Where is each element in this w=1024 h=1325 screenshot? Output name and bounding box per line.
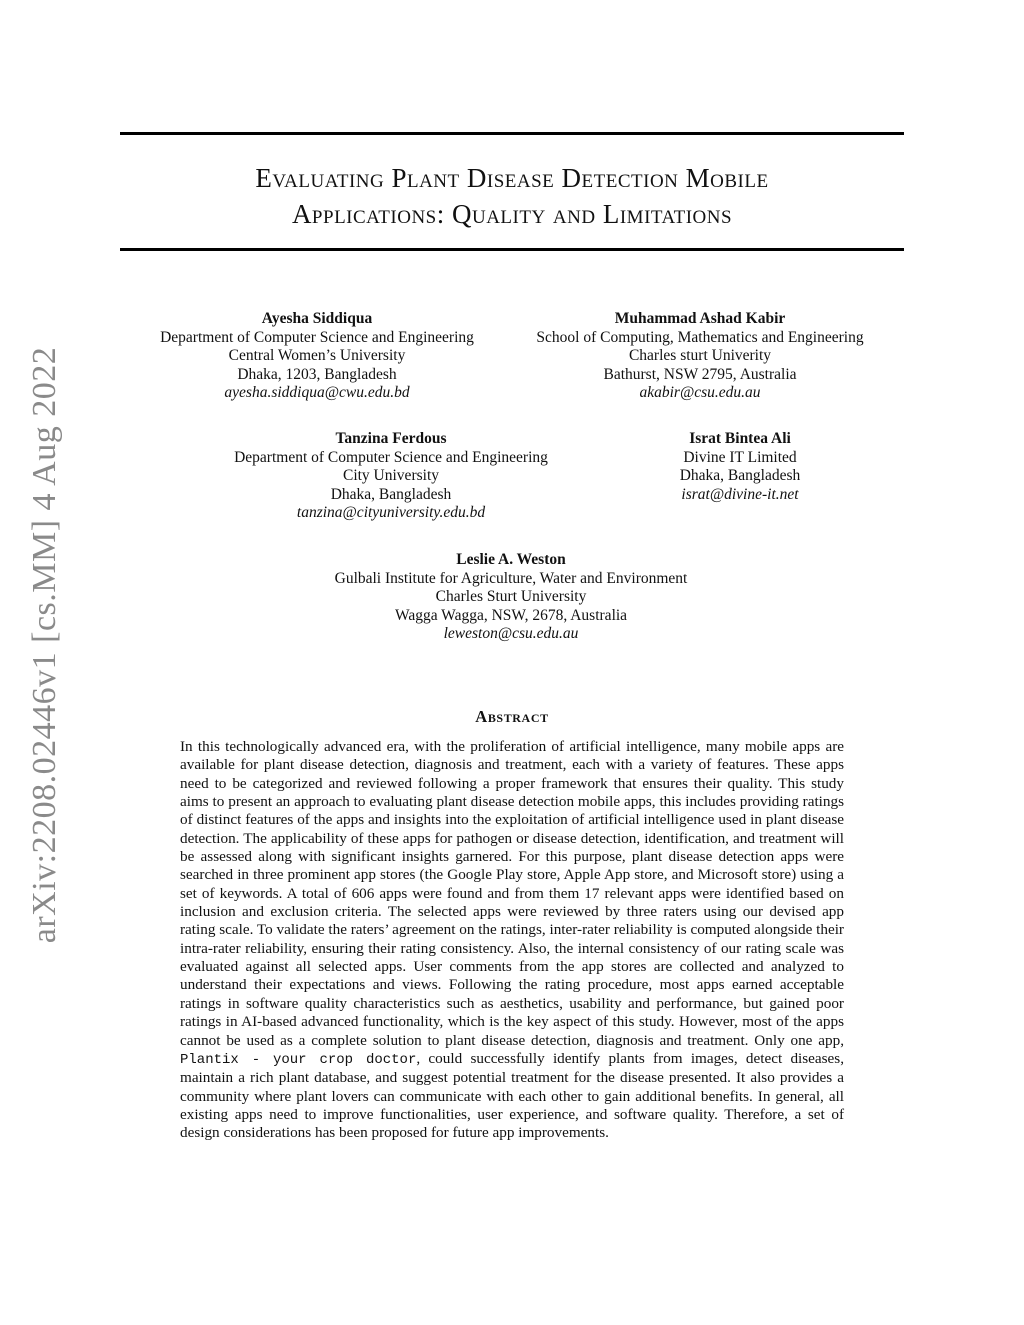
title-bottom-rule bbox=[120, 248, 904, 251]
author-email: ayesha.siddiqua@cwu.edu.bd bbox=[224, 384, 410, 401]
author-affiliation-line: Department of Computer Science and Engineering bbox=[160, 328, 474, 346]
title-line-2: Applications: Quality and Limitations bbox=[291, 199, 733, 229]
author-block-4 bbox=[640, 430, 840, 504]
author-name: Muhammad Ashad Kabir bbox=[614, 310, 786, 327]
author-email: akabir@csu.edu.au bbox=[639, 384, 761, 401]
paper-title bbox=[120, 160, 904, 232]
author-affiliation-line: Dhaka, 1203, Bangladesh bbox=[237, 365, 397, 383]
author-name: Tanzina Ferdous bbox=[335, 430, 447, 447]
author-name: Leslie A. Weston bbox=[456, 551, 566, 568]
author-name: Israt Bintea Ali bbox=[689, 430, 791, 447]
abstract-app-name: Plantix - your crop doctor bbox=[180, 1051, 417, 1068]
author-affiliation-line: Department of Computer Science and Engineering bbox=[234, 448, 548, 466]
author-affiliation-line: Wagga Wagga, NSW, 2678, Australia bbox=[394, 606, 628, 624]
author-email: israt@divine-it.net bbox=[681, 485, 799, 503]
author-affiliation-line: Dhaka, Bangladesh bbox=[679, 467, 801, 484]
title-line-1: Evaluating Plant Disease Detection Mobile bbox=[255, 163, 769, 193]
author-email: leweston@csu.edu.au bbox=[443, 625, 579, 642]
author-affiliation-line: Charles sturt Univerity bbox=[628, 347, 772, 364]
author-affiliation-line: Gulbali Institute for Agriculture, Water and Environment bbox=[334, 569, 688, 587]
author-email: tanzina@cityuniversity.edu.bd bbox=[296, 504, 486, 521]
abstract-body bbox=[180, 738, 844, 1143]
author-affiliation-line: Central Women’s University bbox=[228, 347, 406, 364]
abstract-text-part-1: In this technologically advanced era, with the proliferation of artificial intelligence, many mobile apps are available for plant disease detection, diagnosis and treatment, each with a variety of features. These apps need to be categorized and reviewed following a proper framework that ensures their quality. This study aims to present an approach to evaluating plant disease detection mobile apps, this includes providing ratings of distinct features of the apps and insights into the exploitation of artificial intelligence used in plant disease detection. The applicability of these apps for pathogen or disease detection, identification, and treatment will be assessed along with significant insights garnered. For this purpose, plant disease detection apps were searched in three prominent app stores (the Google Play store, Apple App store, and Microsoft store) using a set of keywords. A total of 606 apps were found and from them 17 relevant apps were identified based on inclusion and exclusion criteria. The selected apps were reviewed by three raters using our devised app rating scale. To validate the raters’ agreement on the ratings, inter-rater reliability is computed alongside their intra-rater reliability, ensuring their rating consistency. Also, the internal consistency of our rating scale was evaluated against all selected apps. User comments from the app stores are collected and analyzed to understand their expectations and views. Following the rating procedure, most apps earned acceptable ratings in software quality characteristics such as aesthetics, usability and performance, but gained poor ratings in AI-based advanced functionality, which is the key aspect of this study. However, most of the apps cannot be used as a complete solution to plant disease detection, diagnosis and treatment. Only one app, bbox=[180, 738, 844, 1049]
author-affiliation-line: School of Computing, Mathematics and Engineering bbox=[536, 328, 864, 346]
author-name: Ayesha Siddiqua bbox=[261, 310, 373, 327]
author-affiliation-line: City University bbox=[342, 467, 439, 484]
arxiv-identifier: arXiv:2208.02446v1 [cs.MM] 4 Aug 2022 bbox=[26, 346, 63, 944]
author-block-3 bbox=[211, 430, 571, 523]
author-affiliation-line: Divine IT Limited bbox=[683, 448, 797, 466]
abstract-text-part-2: , could successfully identify plants from images, detect diseases, maintain a rich plant database, and suggest potential treatment for the disease presented. It also provides a community where plant lovers can communicate with each other to gain additional benefits. In general, all existing apps need to improve functionalities, user experience, and software quality. Therefore, a set of design considerations has been proposed for future app improvements. bbox=[180, 1049, 845, 1142]
author-affiliation-line: Bathurst, NSW 2795, Australia bbox=[603, 365, 797, 383]
author-block-2 bbox=[516, 310, 884, 403]
author-affiliation-line: Charles Sturt University bbox=[435, 588, 587, 605]
author-affiliation-line: Dhaka, Bangladesh bbox=[330, 485, 452, 503]
author-block-1 bbox=[136, 310, 498, 403]
author-block-5 bbox=[311, 551, 711, 644]
title-top-rule bbox=[120, 132, 904, 135]
abstract-heading: Abstract bbox=[475, 707, 549, 726]
